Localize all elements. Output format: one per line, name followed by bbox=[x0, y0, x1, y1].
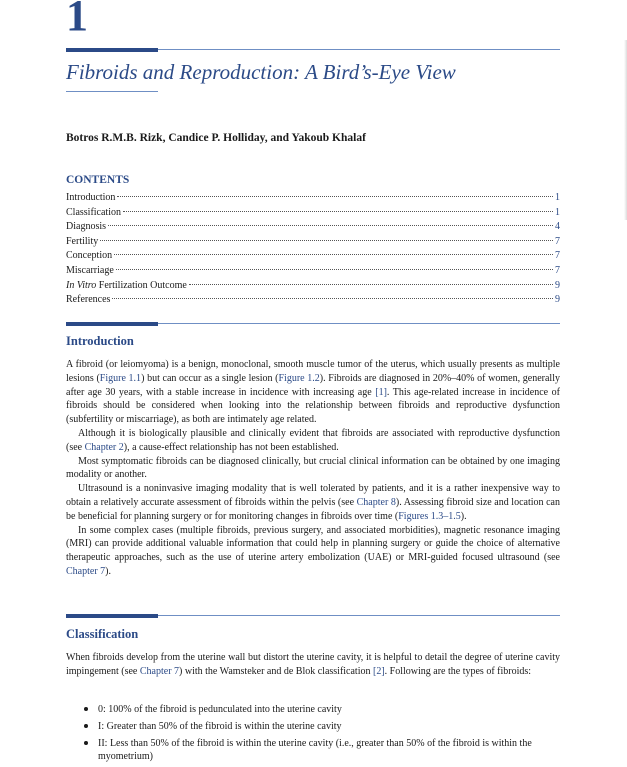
section-rule-accent bbox=[66, 322, 158, 326]
section-rule bbox=[158, 615, 560, 616]
text-run: ). bbox=[460, 510, 467, 522]
toc-leader bbox=[112, 298, 553, 299]
toc-item-fertility[interactable] bbox=[66, 235, 560, 250]
toc-page-number[interactable]: 1 bbox=[555, 206, 560, 218]
section-heading-introduction: Introduction bbox=[66, 334, 134, 348]
toc-item-diagnosis[interactable] bbox=[66, 220, 560, 235]
classification-body bbox=[66, 651, 560, 679]
chapter-rule bbox=[158, 49, 560, 50]
text-run: ) but can occur as a single lesion ( bbox=[141, 372, 279, 384]
toc-item-label-rest: Fertilization Outcome bbox=[96, 279, 187, 291]
toc-item-introduction[interactable] bbox=[66, 191, 560, 206]
text-run: ). Fibroids are diagnosed in 20%–40% of women, generally after age 30 years, with a stable increase in incidence with increasing age bbox=[66, 372, 560, 398]
toc-item-label-italic: In Vitro bbox=[66, 279, 97, 291]
toc-item-conception[interactable] bbox=[66, 249, 560, 264]
list-item: I: Greater than 50% of the fibroid is within the uterine cavity bbox=[84, 720, 554, 734]
text-run: . This age-related increase in incidence of fibroids should be considered when looking into the relationship between fibroids and reproductive dysfunction (subfertility or miscarriage), as both are intimately age related. bbox=[66, 386, 560, 426]
section-rule bbox=[158, 323, 560, 324]
text-run: When fibroids develop from the uterine wall but distort the uterine cavity, it is helpful to detail the degree of uterine cavity impingement (see bbox=[66, 652, 560, 677]
toc-page-number[interactable]: 7 bbox=[555, 250, 560, 262]
text-run: ). Assessing fibroid size and location can be beneficial for planning surgery or for monitoring changes in fibroids over time ( bbox=[66, 496, 560, 522]
text-run: A fibroid (or leiomyoma) is a benign, monoclonal, smooth muscle tumor of the uterus, which usually presents as multiple lesions ( bbox=[66, 359, 560, 384]
toc-item-label: Fertility bbox=[66, 235, 99, 247]
toc-page-number[interactable]: 1 bbox=[555, 192, 560, 203]
toc-item-label: Miscarriage bbox=[66, 264, 114, 276]
fibroid-type-list bbox=[84, 703, 554, 767]
toc-leader bbox=[117, 196, 553, 197]
chapter-title: Fibroids and Reproduction: A Bird’s-Eye View bbox=[66, 60, 456, 84]
figure-link[interactable]: Figure 1.2 bbox=[278, 372, 320, 384]
figure-link[interactable]: Figures 1.3–1.5 bbox=[398, 510, 461, 522]
toc-item-classification[interactable] bbox=[66, 206, 560, 221]
paragraph bbox=[66, 358, 560, 427]
toc-page-number[interactable]: 7 bbox=[555, 235, 560, 247]
toc-item-label: Conception bbox=[66, 250, 113, 262]
text-run: ). bbox=[105, 565, 111, 577]
toc-item-label: Classification bbox=[66, 206, 121, 218]
toc-page-number[interactable]: 4 bbox=[555, 221, 560, 233]
section-rule-accent bbox=[66, 614, 158, 618]
text-run: In some complex cases (multiple fibroids, previous surgery, and associated morbidities), magnetic resonance imaging (MRI) can provide additional valuable information that could help in planning surgery or guide the choice of alternative therapeutic approaches, such as the use of uterine artery embolization (UAE) or MRI-guided focused ultrasound (see bbox=[66, 524, 560, 564]
citation-link[interactable]: [1] bbox=[375, 386, 387, 398]
list-item: 0: 100% of the fibroid is pedunculated into the uterine cavity bbox=[84, 703, 554, 717]
toc-page-number[interactable]: 9 bbox=[555, 279, 560, 291]
toc-leader bbox=[114, 254, 553, 255]
chapter-link[interactable]: Chapter 7 bbox=[139, 665, 180, 677]
toc-item-miscarriage[interactable] bbox=[66, 264, 560, 279]
introduction-body bbox=[66, 358, 560, 579]
list-item: II: Less than 50% of the fibroid is within the uterine cavity (i.e., greater than 50% of the fibroid is within the myometrium) bbox=[84, 737, 554, 765]
table-of-contents bbox=[66, 191, 560, 308]
chapter-rule-accent bbox=[66, 48, 158, 52]
section-heading-classification: Classification bbox=[66, 627, 139, 641]
contents-heading: CONTENTS bbox=[66, 174, 130, 186]
toc-item-label: Diagnosis bbox=[66, 221, 106, 233]
toc-page-number[interactable]: 9 bbox=[555, 294, 560, 306]
toc-item-label bbox=[66, 279, 187, 294]
toc-item-references[interactable] bbox=[66, 293, 560, 308]
toc-leader bbox=[123, 211, 553, 212]
paragraph bbox=[66, 482, 560, 523]
chapter-link[interactable]: Chapter 8 bbox=[356, 496, 396, 508]
toc-leader bbox=[100, 240, 553, 241]
title-underline bbox=[66, 91, 158, 92]
figure-link[interactable]: Figure 1.1 bbox=[99, 372, 142, 384]
citation-link[interactable]: [2] bbox=[373, 665, 385, 677]
toc-item-label: Introduction bbox=[66, 192, 116, 203]
paragraph bbox=[66, 427, 560, 455]
chapter-number: 1 bbox=[66, 0, 88, 40]
text-run: ) with the Wamsteker and de Blok classification bbox=[179, 665, 373, 677]
paragraph bbox=[66, 524, 560, 579]
text-run: . Following are the types of fibroids: bbox=[384, 665, 532, 677]
toc-leader bbox=[108, 225, 553, 226]
text-run: Most symptomatic fibroids can be diagnosed clinically, but crucial clinical information can be obtained by one imaging modality or another. bbox=[66, 455, 560, 481]
toc-page-number[interactable]: 7 bbox=[555, 264, 560, 276]
toc-item-ivf-outcome[interactable] bbox=[66, 279, 560, 294]
toc-leader bbox=[116, 269, 553, 270]
toc-item-label: References bbox=[66, 294, 111, 306]
paragraph bbox=[66, 651, 560, 679]
author-list: Botros R.M.B. Rizk, Candice P. Holliday, and Yakoub Khalaf bbox=[66, 132, 366, 144]
text-run: Ultrasound is a noninvasive imaging modality that is well tolerated by patients, and it is a rather inexpensive way to obtain a relatively accurate assessment of fibroids within the pelvis (see bbox=[66, 483, 560, 508]
chapter-link[interactable]: Chapter 2 bbox=[84, 441, 124, 453]
chapter-link[interactable]: Chapter 7 bbox=[66, 565, 106, 577]
toc-leader bbox=[189, 284, 553, 285]
text-run: ), a cause-effect relationship has not been established. bbox=[123, 441, 339, 453]
paragraph bbox=[66, 455, 560, 483]
text-run: Although it is biologically plausible and clinically evident that fibroids are associated with reproductive dysfunction (see bbox=[66, 427, 560, 453]
